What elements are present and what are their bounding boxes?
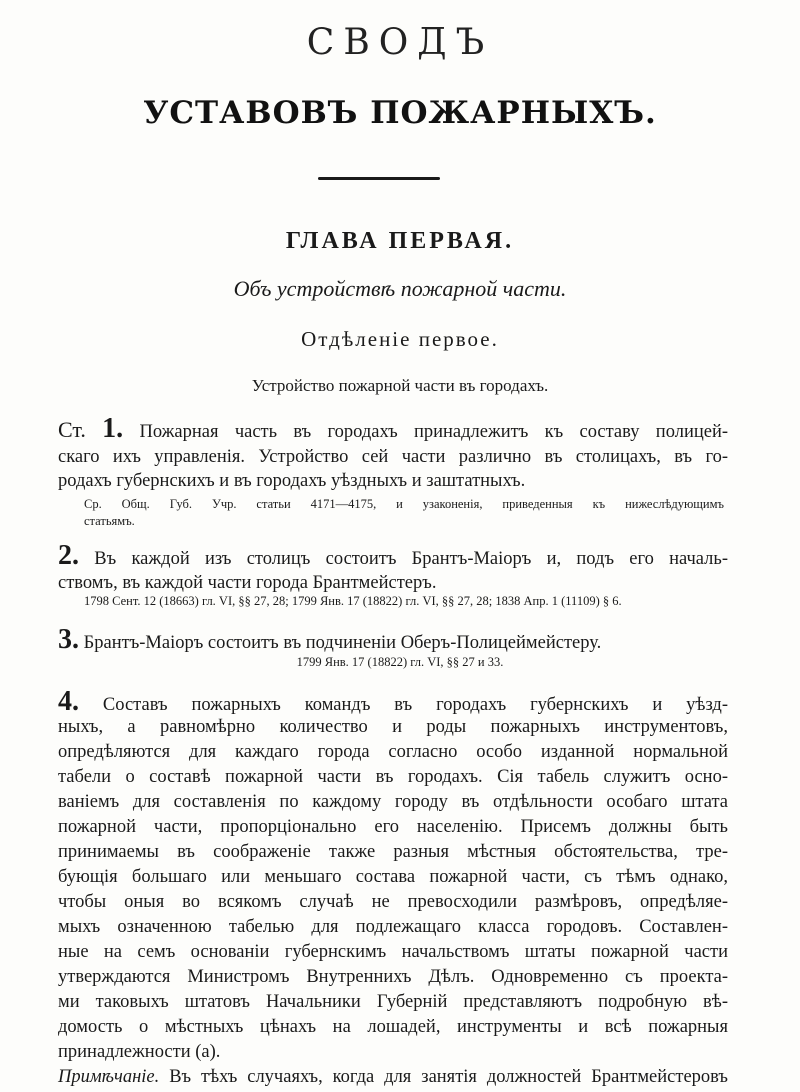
article-3-number: 3. (58, 624, 79, 655)
section-subheading: Устройство пожарной части въ городахъ. (251, 376, 549, 395)
article-3-text: Брантъ-Маіоръ состоитъ въ подчиненіи Оберъ-Полицеймейстеру. (83, 633, 602, 653)
title-main: СВОДЪ (306, 22, 494, 63)
article-4-text: Составъ пожарныхъ командъ въ городахъ губернскихъ и уѣзд- (102, 695, 728, 715)
article-1-line-1 (58, 413, 729, 444)
article-4-line-1 (58, 686, 728, 717)
article-4-line-8: бующія большаго или меньшаго состава пожарной части, съ тѣмъ однако, (58, 867, 728, 887)
article-label: Ст. (58, 417, 86, 442)
title-subtitle: УСТАВОВЪ ПОЖАРНЫХЪ. (143, 95, 657, 131)
article-3-line (58, 624, 728, 655)
article-4-line-13: ми таковыхъ штатовъ Начальники Губерній представляютъ подробную вѣ- (58, 992, 728, 1012)
remark-label: Примѣчаніе. (58, 1067, 160, 1087)
article-1-note-line-2: статьямъ. (84, 514, 135, 528)
article-4-line-2: ныхъ, а равномѣрно количество и роды пожарныхъ инструментовъ, (58, 717, 728, 737)
article-2-text: Въ каждой изъ столицъ состоитъ Брантъ-Маіоръ и, подъ его началь- (94, 549, 729, 569)
article-4-line-3: опредѣляются для каждаго города согласно особо изданной нормальной (58, 742, 728, 762)
article-1-line-2: скаго ихъ управленія. Устройство сей части различно въ столицахъ, въ го- (58, 447, 728, 467)
article-2-line-1 (58, 540, 729, 571)
article-4-line-6: пожарной части, пропорціонально его населенію. Присемъ должны быть (58, 817, 728, 837)
article-4-line-5: ваніемъ для составленія по каждому городу въ отдѣльности особаго штата (58, 792, 728, 812)
article-3-note: 1799 Янв. 17 (18822) гл. VI, §§ 27 и 33. (296, 655, 504, 669)
article-4-line-15: принадлежности (а). (58, 1042, 221, 1062)
article-4-line-9: чтобы оныя во всякомъ случаѣ не превосходили размѣровъ, опредѣляе- (58, 892, 728, 912)
chapter-subheading: Объ устройствѣ пожарной части. (233, 276, 567, 301)
article-4-line-14: домость о мѣстныхъ цѣнахъ на лошадей, инструменты и всѣ пожарныя (58, 1017, 728, 1037)
article-1-line-3: родахъ губернскихъ и въ городахъ уѣздныхъ и заштатныхъ. (58, 471, 526, 491)
article-4-line-4: табели о составѣ пожарной части въ городахъ. Сія табель служитъ осно- (58, 767, 728, 787)
article-4-line-10: мыхъ означенною табелью для подлежащаго класса городовъ. Составлен- (58, 917, 728, 937)
article-4-line-7: принимаемы въ соображеніе также разныя мѣстныя обстоятельства, тре- (58, 842, 728, 862)
article-2-number: 2. (58, 540, 79, 571)
chapter-heading: ГЛАВА ПЕРВАЯ. (285, 228, 515, 254)
article-4-number: 4. (58, 686, 79, 717)
article-1-text: Пожарная часть въ городахъ принадлежитъ къ составу полицей- (139, 422, 729, 442)
article-2-line-2: ствомъ, въ каждой части города Брантмейстеръ. (58, 573, 437, 593)
article-1-note-line-1: Ср. Общ. Губ. Учр. статьи 4171—4175, и узаконенія, приведенныя къ нижеслѣдующимъ (84, 497, 724, 511)
title-divider (318, 177, 440, 180)
article-4-line-12: утверждаются Министромъ Внутреннихъ Дѣлъ. Одновременно съ проекта- (58, 967, 728, 987)
remark-line (58, 1065, 728, 1089)
article-1-number: 1. (102, 413, 124, 444)
remark-text: Въ тѣхъ случаяхъ, когда для занятія должностей Брантмейстеровъ (169, 1067, 728, 1087)
section-heading: Отдѣленіе первое. (301, 327, 499, 351)
article-4-line-11: ные на семъ основаніи губернскимъ начальствомъ штаты пожарной части (58, 942, 728, 962)
article-2-note: 1798 Сент. 12 (18663) гл. VI, §§ 27, 28; 1799 Янв. 17 (18822) гл. VI, §§ 27, 28; 1838 Апр. 1 (11109) § 6. (84, 594, 622, 608)
